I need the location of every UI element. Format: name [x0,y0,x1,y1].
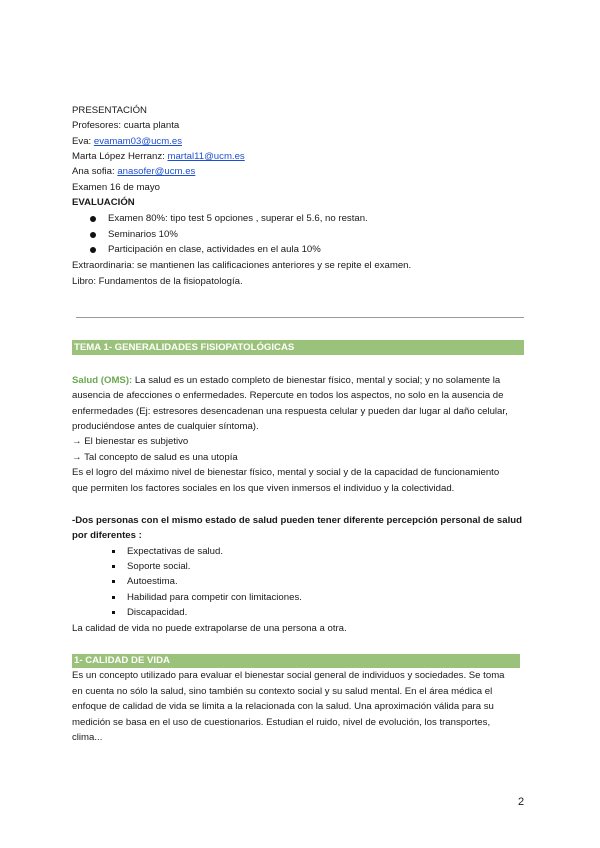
square-bullet-icon [112,596,115,599]
calidad-line-1: Es un concepto utilizado para evaluar el bienestar social general de individuos y sociedades. Se toma [72,670,505,681]
page-number: 2 [518,796,525,808]
salud-line-2: ausencia de afecciones o enfermedades. Repercute en todos los aspectos, no solo en la ausencia de [72,390,504,401]
dos-personas-line-2: por diferentes : [72,530,142,541]
marta-line [72,151,245,163]
ana-label: Ana sofia: [72,166,115,177]
square-bullet-icon [112,550,115,553]
tema1-heading: TEMA 1- GENERALIDADES FISIOPATOLÓGICAS [74,342,295,353]
logro-line-2: que permiten los factores sociales en los que viven inmersos el individuo y la colectividad. [72,483,455,494]
arrow-line-1: → El bienestar es subjetivo [72,436,189,447]
calidad-note: La calidad de vida no puede extrapolarse de una persona a otra. [72,623,347,634]
extraordinaria-line: Extraordinaria: se mantienen las calificaciones anteriores y se repite el examen. [72,260,412,271]
evaluacion-heading: EVALUACIÓN [72,197,135,208]
square-bullet-icon [112,611,115,614]
eval-item: Examen 80%: tipo test 5 opciones , superar el 5.6, no restan. [108,213,368,224]
section-divider [76,317,524,318]
calidad-line-3: enfoque de calidad de vida se limita a la relacionada con la salud. Una aproximación válida para su [72,701,494,712]
factor-item: Discapacidad. [127,607,188,618]
factor-item: Autoestima. [127,576,178,587]
examen-line: Examen 16 de mayo [72,182,160,193]
eva-line [72,136,182,148]
salud-line-3: enfermedades (Ej: estresores desencadenan una respuesta celular y pueden dar lugar al daño celular, [72,406,508,417]
calidad-line-2: en cuenta no sólo la salud, sino también su contexto social y su salud mental. En el área médica el [72,686,493,697]
eval-item: Seminarios 10% [108,229,178,240]
arrow-line-2: → Tal concepto de salud es una utopía [72,452,238,463]
marta-email-link[interactable]: martal11@ucm.es [167,151,245,162]
square-bullet-icon [112,565,115,568]
calidad-line-5: clima... [72,732,103,743]
marta-label: Marta López Herranz: [72,151,165,162]
ana-email-link[interactable]: anasofer@ucm.es [117,166,196,177]
ana-line [72,166,195,178]
libro-line: Libro: Fundamentos de la fisiopatología. [72,276,243,287]
salud-label: Salud (OMS): [72,375,133,386]
factor-item: Expectativas de salud. [127,546,223,557]
salud-line-4: produciéndose antes de cualquier síntoma). [72,421,259,432]
calidad-line-4: medición se basa en el uso de cuestionarios. Estudian el ruido, nivel de evolución, los transportes, [72,717,491,728]
logro-line-1: Es el logro del máximo nivel de bienestar físico, mental y social y de la capacidad de funcionamiento [72,467,500,478]
eval-item: Participación en clase, actividades en el aula 10% [108,244,321,255]
profesores-line: Profesores: cuarta planta [72,120,180,131]
dos-personas-line-1: -Dos personas con el mismo estado de salud pueden tener diferente percepción personal de salud [72,515,522,526]
eva-email-link[interactable]: evamam03@ucm.es [93,136,182,147]
salud-line-1 [72,375,500,387]
bullet-icon [90,247,96,253]
presentacion-heading: PRESENTACIÓN [72,105,147,116]
calidad-heading: 1- CALIDAD DE VIDA [74,655,170,666]
salud-text-1: La salud es un estado completo de bienestar físico, mental y social; y no solamente la [132,375,501,386]
eva-label: Eva: [72,136,92,147]
bullet-icon [90,232,96,238]
factor-item: Habilidad para competir con limitaciones. [127,592,302,603]
square-bullet-icon [112,580,115,583]
factor-item: Soporte social. [127,561,191,572]
bullet-icon [90,216,96,222]
